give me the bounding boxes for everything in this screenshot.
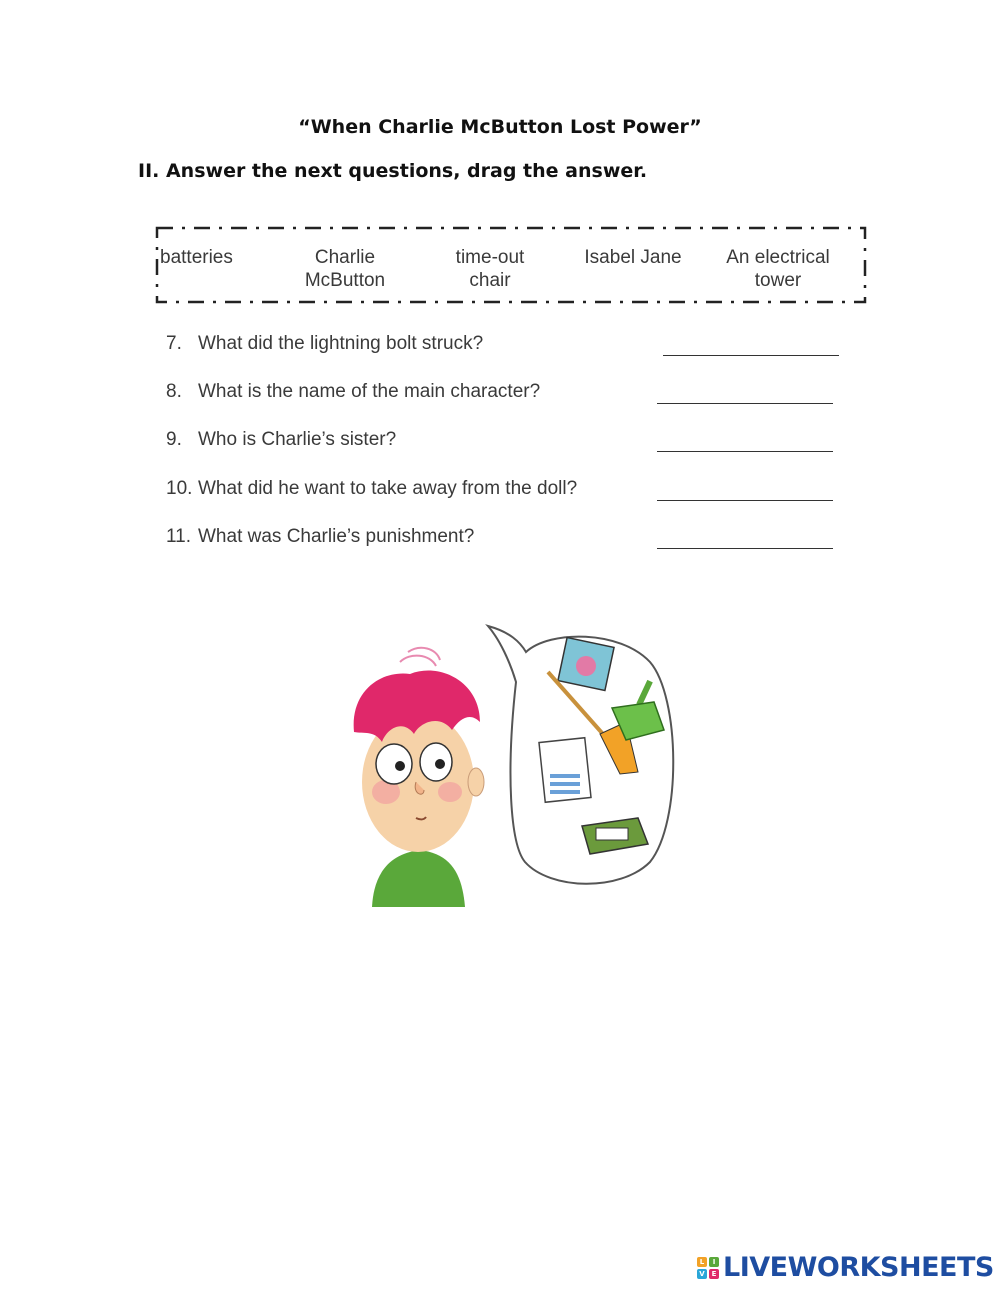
answer-blank[interactable] (657, 524, 833, 549)
question-row (166, 333, 483, 355)
question-number: 8. (166, 381, 182, 402)
word-bank-item[interactable]: Isabel Jane (584, 247, 682, 268)
question-row (166, 526, 474, 548)
question-row (166, 478, 577, 500)
instruction-text: II. Answer the next questions, drag the answer. (138, 160, 648, 182)
liveworksheets-logo (697, 1252, 994, 1283)
question-number: 10. (166, 478, 193, 499)
logo-grid-icon: L I V E (697, 1257, 719, 1279)
question-row (166, 381, 540, 403)
word-bank-item[interactable]: An electrical tower (726, 247, 830, 291)
word-bank-item[interactable]: time-out chair (455, 247, 525, 291)
comic-book-icon (558, 637, 614, 690)
question-number: 11. (166, 526, 192, 547)
worksheet-title: “When Charlie McButton Lost Power” (298, 116, 702, 138)
word-bank-item[interactable]: batteries (160, 247, 233, 268)
question-number: 7. (166, 333, 182, 354)
paper-note-icon (539, 738, 591, 802)
answer-blank[interactable] (657, 427, 833, 452)
eye (376, 744, 412, 784)
question-number: 9. (166, 429, 182, 450)
question-text: Who is Charlie’s sister? (198, 429, 397, 450)
question-text: What did the lightning bolt struck? (198, 333, 484, 354)
answer-blank[interactable] (657, 379, 833, 404)
charlie-illustration (320, 622, 690, 907)
question-text: What did he want to take away from the doll? (198, 478, 578, 499)
question-text: What is the name of the main character? (198, 381, 541, 402)
shirt (372, 850, 465, 907)
word-bank-item[interactable]: Charlie McButton (304, 247, 386, 291)
question-row (166, 429, 396, 451)
question-text: What was Charlie’s punishment? (198, 526, 475, 547)
brand-name: LIVEWORKSHEETS (723, 1252, 994, 1283)
answer-blank[interactable] (663, 331, 839, 356)
answer-blank[interactable] (657, 476, 833, 501)
